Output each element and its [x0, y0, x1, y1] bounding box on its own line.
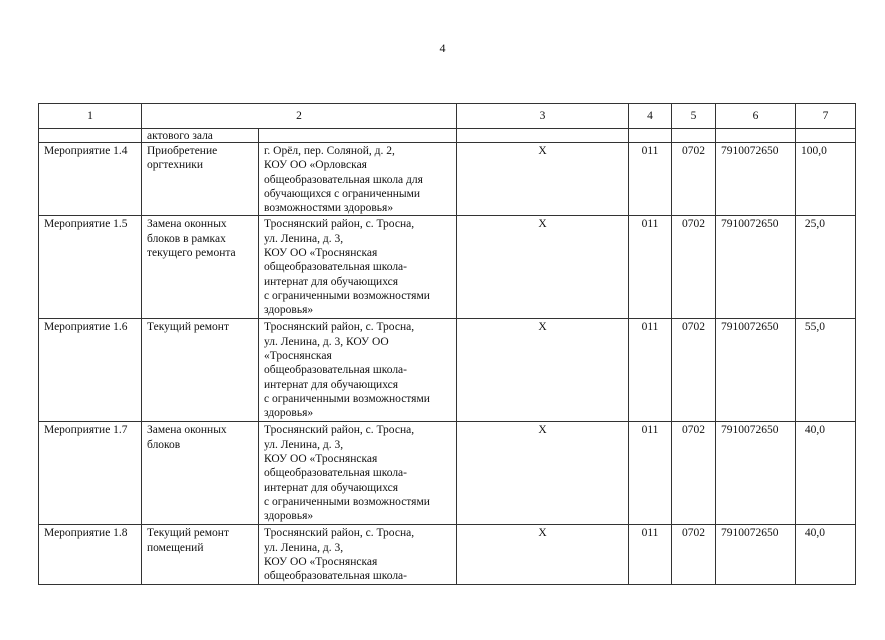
cont-cell-4 — [457, 129, 629, 143]
table-row — [39, 422, 856, 525]
col5-cell: 0702 — [672, 422, 716, 525]
col7-cell: 40,0 — [796, 525, 856, 584]
address-cell: Троснянский район, с. Тросна, ул. Ленина, д. 3, КОУ ОО «Троснянская общеобразовательная школа- — [259, 525, 457, 584]
cont-cell-1 — [39, 129, 142, 143]
col7-cell: 40,0 — [796, 422, 856, 525]
col5-cell: 0702 — [672, 143, 716, 216]
continuation-row — [39, 129, 856, 143]
col3-cell: X — [457, 319, 629, 422]
col7-cell: 55,0 — [796, 319, 856, 422]
col6-cell: 7910072650 — [716, 143, 796, 216]
col7-cell: 100,0 — [796, 143, 856, 216]
header-col-1: 1 — [39, 104, 142, 129]
table-row — [39, 143, 856, 216]
col5-cell: 0702 — [672, 525, 716, 584]
name-cell: Замена оконных блоков — [142, 422, 259, 525]
header-col-6: 6 — [716, 104, 796, 129]
col3-cell: X — [457, 422, 629, 525]
budget-table — [38, 103, 856, 585]
measure-cell: Мероприятие 1.7 — [39, 422, 142, 525]
col5-cell: 0702 — [672, 319, 716, 422]
cont-cell-2: актового зала — [142, 129, 259, 143]
header-col-5: 5 — [672, 104, 716, 129]
col3-cell: X — [457, 525, 629, 584]
cont-cell-5 — [629, 129, 672, 143]
col4-cell: 011 — [629, 422, 672, 525]
table-row — [39, 319, 856, 422]
col6-cell: 7910072650 — [716, 319, 796, 422]
cont-cell-7 — [716, 129, 796, 143]
address-cell: Троснянский район, с. Тросна, ул. Ленина, д. 3, КОУ ОО «Троснянская общеобразовательная школа- интернат для обучающихся с ограниченными возможностями здоровья» — [259, 319, 457, 422]
col3-cell: X — [457, 143, 629, 216]
measure-cell: Мероприятие 1.8 — [39, 525, 142, 584]
address-cell: Троснянский район, с. Тросна, ул. Ленина, д. 3, КОУ ОО «Троснянская общеобразовательная школа- интернат для обучающихся с ограниченными возможностями здоровья» — [259, 422, 457, 525]
measure-cell: Мероприятие 1.6 — [39, 319, 142, 422]
header-col-3: 3 — [457, 104, 629, 129]
address-cell: Троснянский район, с. Тросна, ул. Ленина, д. 3, КОУ ОО «Троснянская общеобразовательная школа- интернат для обучающихся с ограниченными возможностями здоровья» — [259, 216, 457, 319]
name-cell: Замена оконных блоков в рамках текущего ремонта — [142, 216, 259, 319]
measure-cell: Мероприятие 1.4 — [39, 143, 142, 216]
col4-cell: 011 — [629, 143, 672, 216]
col7-cell: 25,0 — [796, 216, 856, 319]
measure-cell: Мероприятие 1.5 — [39, 216, 142, 319]
col4-cell: 011 — [629, 319, 672, 422]
name-cell: Текущий ремонт помещений — [142, 525, 259, 584]
col4-cell: 011 — [629, 216, 672, 319]
header-col-4: 4 — [629, 104, 672, 129]
col4-cell: 011 — [629, 525, 672, 584]
name-cell: Приобретение оргтехники — [142, 143, 259, 216]
col6-cell: 7910072650 — [716, 525, 796, 584]
name-cell: Текущий ремонт — [142, 319, 259, 422]
col3-cell: X — [457, 216, 629, 319]
header-col-2: 2 — [142, 104, 457, 129]
col6-cell: 7910072650 — [716, 216, 796, 319]
table-row — [39, 525, 856, 584]
cont-cell-6 — [672, 129, 716, 143]
header-row — [39, 104, 856, 129]
col6-cell: 7910072650 — [716, 422, 796, 525]
cont-cell-3 — [259, 129, 457, 143]
cont-cell-8 — [796, 129, 856, 143]
col5-cell: 0702 — [672, 216, 716, 319]
table-row — [39, 216, 856, 319]
page-number: 4 — [439, 41, 446, 55]
address-cell: г. Орёл, пер. Соляной, д. 2, КОУ ОО «Орловская общеобразовательная школа для обучающихся с ограниченными возможностями здоровья» — [259, 143, 457, 216]
header-col-7: 7 — [796, 104, 856, 129]
